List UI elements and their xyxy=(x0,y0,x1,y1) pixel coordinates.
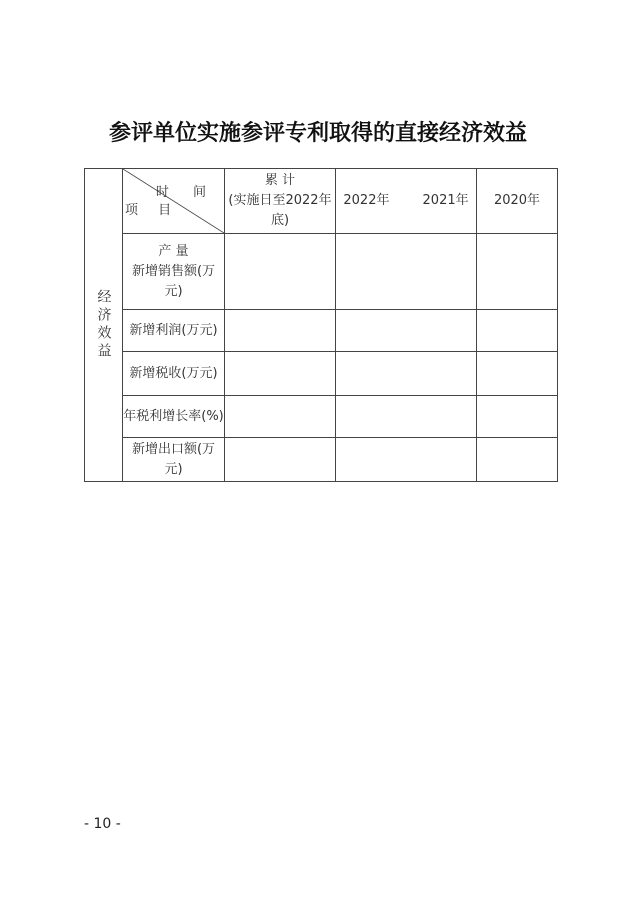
table-cell xyxy=(336,396,477,438)
header-time-label: 时 间 xyxy=(155,185,216,200)
table-cell xyxy=(336,438,477,482)
table-cell xyxy=(336,352,477,396)
table-cell xyxy=(225,396,336,438)
table-row xyxy=(85,234,558,310)
header-item-label: 项 目 xyxy=(125,203,180,218)
page-title: 参评单位实施参评专利取得的直接经济效益 xyxy=(108,120,527,146)
table-row xyxy=(85,396,558,438)
side-label: 经济效益 xyxy=(95,289,112,361)
header-years-2022-2021 xyxy=(336,169,477,234)
table-row xyxy=(85,438,558,482)
table-cell xyxy=(477,310,558,352)
table-cell xyxy=(477,352,558,396)
table-cell xyxy=(225,352,336,396)
table-cell xyxy=(225,234,336,310)
table-cell xyxy=(225,438,336,482)
row-label-growth-rate: 年税利增长率(%) xyxy=(123,396,225,438)
table-row xyxy=(85,352,558,396)
table-cell xyxy=(477,234,558,310)
diagonal-header-cell xyxy=(123,169,225,234)
header-year-2020-cell xyxy=(477,169,558,234)
row-label-sales: 产 量 新增销售额(万元) xyxy=(123,234,225,310)
table-cell xyxy=(336,234,477,310)
header-cumulative xyxy=(225,169,336,234)
table-cell xyxy=(477,438,558,482)
header-cumulative-line1: 累 计 xyxy=(264,173,296,188)
row-label-export: 新增出口额(万元) xyxy=(123,438,225,482)
table-cell xyxy=(225,310,336,352)
header-year-2020: 2020年 xyxy=(493,193,541,208)
table-header-row xyxy=(85,169,558,234)
header-year-2022: 2022年 xyxy=(343,193,390,208)
row-label-profit: 新增利润(万元) xyxy=(123,310,225,352)
row-label-tax: 新增税收(万元) xyxy=(123,352,225,396)
table-cell xyxy=(336,310,477,352)
header-cumulative-line2: (实施日至2022年底) xyxy=(228,193,332,228)
side-label-cell xyxy=(85,169,123,482)
page-number: - 10 - xyxy=(84,816,121,832)
economic-benefit-table xyxy=(84,168,558,482)
table-cell xyxy=(477,396,558,438)
header-year-2021: 2021年 xyxy=(422,193,469,208)
table-row xyxy=(85,310,558,352)
